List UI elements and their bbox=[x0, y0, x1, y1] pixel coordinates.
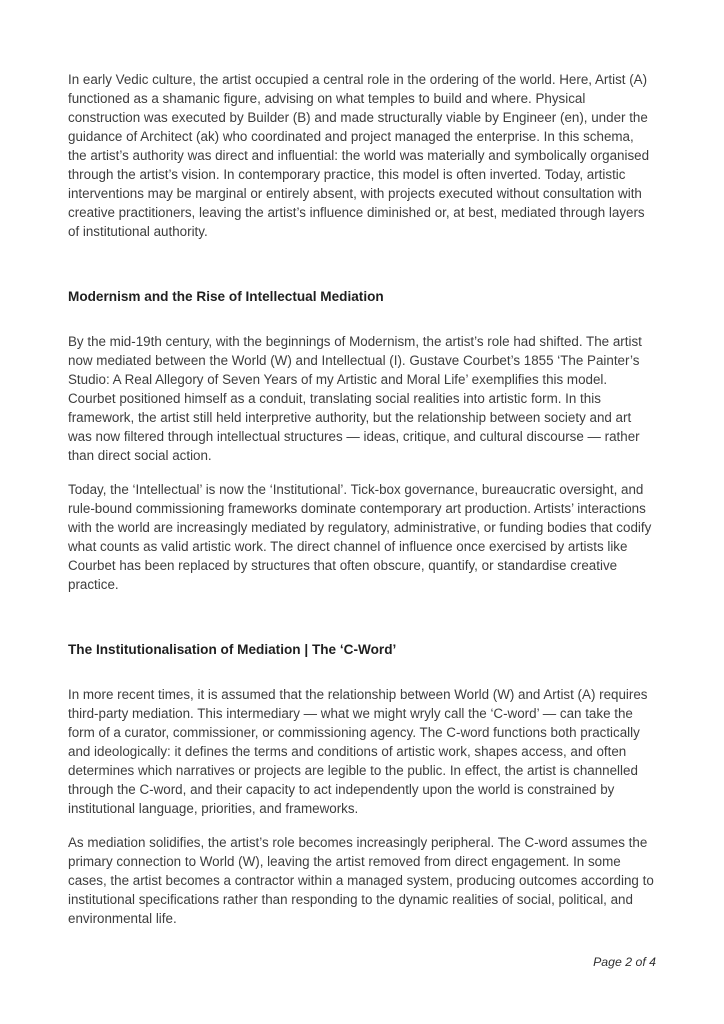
heading-institutionalisation: The Institutionalisation of Mediation | The ‘C-Word’ bbox=[68, 642, 397, 657]
page-number: Page 2 of 4 bbox=[593, 955, 656, 969]
paragraph-vedic-culture: In early Vedic culture, the artist occupied a central role in the ordering of the world. Here, Artist (A) functioned as a shamanic figure, advising on what temples to build and where. Physical construction was executed by Builder (B) and made structurally viable by Engineer (en), under the guidance of Architect (ak) who coordinated and project managed the enterprise. In this schema, the artist’s authority was direct and influential: the world was materially and symbolically organised through the artist’s vision. In contemporary practice, this model is often inverted. Today, artistic interventions may be marginal or entirely absent, with projects executed without consultation with creative practitioners, leaving the artist’s influence diminished or, at best, mediated through layers of institutional authority. bbox=[68, 72, 650, 239]
paragraph-intellectual-institutional: Today, the ‘Intellectual’ is now the ‘Institutional’. Tick-box governance, bureaucratic oversight, and rule-bound commissioning frameworks dominate contemporary art production. Artists’ interactions with the world are increasingly mediated by regulatory, administrative, or funding bodies that codify what counts as valid artistic work. The direct channel of influence once exercised by artists like Courbet has been replaced by structures that often obscure, quantify, or standardise creative practice. bbox=[68, 482, 652, 592]
paragraph-mid-19th-century: By the mid-19th century, with the beginnings of Modernism, the artist’s role had shifted. The artist now mediated between the World (W) and Intellectual (I). Gustave Courbet’s 1855 ‘The Painter’s Studio: A Real Allegory of Seven Years of my Artistic and Moral Life’ exemplifies this model. Courbet positioned himself as a conduit, translating social realities into artistic form. In this framework, the artist still held interpretive authority, but the relationship between society and art was now filtered through intellectual structures — ideas, critique, and cultural discourse — rather than direct social action. bbox=[68, 334, 642, 463]
heading-modernism: Modernism and the Rise of Intellectual Mediation bbox=[68, 289, 384, 304]
paragraph-c-word: In more recent times, it is assumed that the relationship between World (W) and Artist (A) requires third-party mediation. This intermediary — what we might wryly call the ‘C-word’ — can take the form of a curator, commissioner, or commissioning agency. The C-word functions both practically and ideologically: it defines the terms and conditions of artistic work, shapes access, and often determines which narratives or projects are legible to the public. In effect, the artist is channelled through the C-word, and their capacity to act independently upon the world is constrained by institutional language, priorities, and frameworks. bbox=[68, 687, 648, 816]
paragraph-mediation-solidifies: As mediation solidifies, the artist’s role becomes increasingly peripheral. The C-word assumes the primary connection to World (W), leaving the artist removed from direct engagement. In some cases, the artist becomes a contractor within a managed system, producing outcomes according to institutional specifications rather than responding to the dynamic realities of social, political, and environmental life. bbox=[68, 835, 654, 926]
